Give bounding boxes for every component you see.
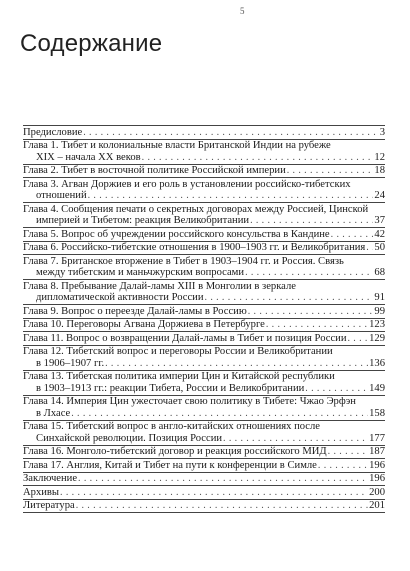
toc-page-number: 18 <box>374 165 385 176</box>
toc-entry <box>23 254 385 279</box>
toc-entry-title: в 1903–1913 гг.: реакции Тибета, России и Великобритании <box>36 382 305 394</box>
toc-entry <box>23 395 385 420</box>
toc-entry <box>23 164 385 178</box>
toc-entry-title: XIX – начала XX веков <box>36 151 141 163</box>
toc-entry-title: в Лхасе <box>36 407 71 419</box>
toc-entry-title: Глава 6. Российско-тибетские отношения в 1900–1903 гг. и Великобритания <box>23 242 366 253</box>
toc-leader-dots <box>266 319 368 331</box>
toc-entry-title: Глава 10. Переговоры Агвана Доржиева в Петербурге <box>23 319 265 330</box>
toc-entry-line <box>23 433 385 445</box>
toc-entry-line <box>23 229 385 241</box>
toc-entry-line <box>23 215 385 227</box>
toc-page-number: 50 <box>374 242 385 253</box>
toc-leader-dots <box>245 267 373 279</box>
toc-leader-dots <box>348 333 369 345</box>
toc-entry-title: отношений <box>36 190 87 201</box>
toc-entry-title: дипломатической активности России <box>36 292 204 303</box>
toc-leader-dots <box>205 292 374 304</box>
toc-entry-title: Глава 15. Тибетский вопрос в англо-китайских отношениях после <box>23 421 320 432</box>
toc-entry-line <box>23 127 385 139</box>
toc-entry-line <box>23 460 385 472</box>
toc-entry-line <box>23 446 385 458</box>
toc-entry-title: Заключение <box>23 473 78 484</box>
toc-leader-dots <box>223 433 368 445</box>
toc-entry <box>23 472 385 486</box>
toc-entry-title: Глава 17. Англия, Китай и Тибет на пути к конференции в Симле <box>23 459 317 471</box>
toc-leader-dots <box>78 473 368 485</box>
toc-entry <box>23 304 385 318</box>
toc-entry <box>23 125 385 139</box>
toc-leader-dots <box>83 127 378 139</box>
toc-entry-title: Глава 8. Пребывание Далай-ламы XIII в Монголии в зеркале <box>23 280 296 292</box>
page-number: 5 <box>240 6 245 16</box>
toc-entry-line <box>23 358 385 370</box>
toc-entry-line <box>23 256 385 268</box>
toc-entry <box>23 241 385 255</box>
toc-entry-title: Синхайской революции. Позиция России <box>36 432 223 444</box>
toc-leader-dots <box>142 152 374 164</box>
toc-leader-dots <box>248 306 374 318</box>
toc-leader-dots <box>318 460 368 472</box>
toc-page-number: 68 <box>374 267 385 278</box>
toc-leader-dots <box>328 446 368 458</box>
toc-entry <box>23 458 385 472</box>
toc-entry-title: Глава 3. Агван Доржиев и его роль в установлении российско-тибетских <box>23 178 351 190</box>
toc-entry <box>23 227 385 241</box>
toc-entry-line <box>23 500 385 512</box>
toc-entry-line <box>23 396 385 408</box>
toc-page-number: 196 <box>369 473 385 484</box>
toc-page-number: 24 <box>374 190 385 201</box>
toc-entry-line <box>23 140 385 152</box>
toc-page-number: 37 <box>374 215 385 226</box>
toc-entry-line <box>23 473 385 485</box>
toc-leader-dots <box>305 383 368 395</box>
toc-leader-dots <box>71 408 368 420</box>
toc-entry <box>23 370 385 395</box>
toc-entry-title: между тибетским и маньчжурским вопросами <box>36 267 245 278</box>
toc-entry-title: Глава 1. Тибет и колониальные власти Британской Индии на рубеже <box>23 140 331 151</box>
toc-page-number: 42 <box>374 228 385 240</box>
toc-entry-line <box>23 319 385 331</box>
toc-page-number: 99 <box>374 305 385 317</box>
toc-page-number: 196 <box>369 459 385 471</box>
toc-page-number: 12 <box>374 151 385 163</box>
toc-entry-title: Глава 12. Тибетский вопрос и переговоры России и Великобритании <box>23 346 333 357</box>
toc-entry-title: Глава 11. Вопрос о возвращении Далай-ламы в Тибет и позиция России <box>23 332 347 344</box>
toc-entry <box>23 139 385 164</box>
toc-leader-dots <box>76 500 368 512</box>
toc-entry-title: Глава 2. Тибет в восточной политике Российской империи <box>23 165 286 176</box>
toc-leader-dots <box>105 358 368 370</box>
toc-entry-title: Архивы <box>23 486 60 498</box>
toc-leader-dots <box>250 215 373 227</box>
table-of-contents <box>23 125 385 513</box>
toc-page-number: 129 <box>369 332 385 344</box>
toc-entry-title: Глава 9. Вопрос о переезде Далай-ламы в Россию <box>23 305 247 317</box>
toc-leader-dots <box>287 165 374 177</box>
toc-entry <box>23 318 385 332</box>
toc-page-number: 177 <box>369 432 385 444</box>
toc-page-number: 123 <box>369 319 385 330</box>
toc-entry <box>23 420 385 445</box>
toc-page-number: 91 <box>374 292 385 303</box>
toc-entry-title: Литература <box>23 500 75 511</box>
toc-entry-title: Глава 13. Тибетская политика империи Цин и Китайской республики <box>23 371 335 382</box>
toc-entry <box>23 445 385 459</box>
toc-entry <box>23 331 385 345</box>
toc-entry-title: Глава 5. Вопрос об учреждении российского консульства в Кандине <box>23 228 330 240</box>
toc-entry-line <box>23 408 385 420</box>
toc-entry-line <box>23 487 385 499</box>
toc-entry <box>23 345 385 370</box>
toc-entry <box>23 279 385 304</box>
toc-entry-line <box>23 242 385 254</box>
toc-leader-dots <box>331 229 374 241</box>
toc-entry-line <box>23 333 385 345</box>
toc-entry <box>23 202 385 227</box>
toc-entry-line <box>23 421 385 433</box>
toc-entry-title: в 1906–1907 гг. <box>36 357 105 369</box>
toc-entry-line <box>23 281 385 293</box>
toc-entry-line <box>23 152 385 164</box>
toc-entry-title: Глава 14. Империя Цин ужесточает свою политику в Тибете: Чжао Эрфэн <box>23 396 356 407</box>
page-title: Содержание <box>20 30 163 57</box>
toc-entry-line <box>23 371 385 383</box>
toc-page-number: 3 <box>379 126 385 138</box>
toc-entry <box>23 177 385 202</box>
toc-leader-dots <box>88 190 374 202</box>
toc-page-number: 149 <box>369 382 385 394</box>
toc-entry-line <box>23 383 385 395</box>
toc-entry-title: империей и Тибетом: реакция Великобритании <box>36 215 250 226</box>
toc-entry-title: Глава 4. Сообщения печати о секретных договорах между Россией, Цинской <box>23 203 369 215</box>
toc-entry-line <box>23 204 385 216</box>
toc-entry-title: Предисловие <box>23 126 83 138</box>
toc-page-number: 158 <box>369 407 385 419</box>
toc-entry-line <box>23 346 385 358</box>
toc-entry-title: Глава 7. Британское вторжение в Тибет в 1903–1904 гг. и Россия. Связь <box>23 255 344 267</box>
toc-leader-dots <box>60 487 368 499</box>
toc-entry-line <box>23 306 385 318</box>
toc-page-number: 187 <box>369 446 385 457</box>
toc-entry-line <box>23 179 385 191</box>
toc-page-number: 136 <box>369 357 385 369</box>
toc-entry-line <box>23 165 385 177</box>
toc-entry-line <box>23 267 385 279</box>
toc-entry <box>23 499 385 513</box>
toc-page-number: 200 <box>369 486 385 498</box>
toc-entry-title: Глава 16. Монголо-тибетский договор и реакция российского МИД <box>23 446 327 457</box>
toc-leader-dots <box>366 242 373 254</box>
toc-page-number: 201 <box>369 500 385 511</box>
toc-entry-line <box>23 292 385 304</box>
toc-entry <box>23 485 385 499</box>
toc-entry-line <box>23 190 385 202</box>
